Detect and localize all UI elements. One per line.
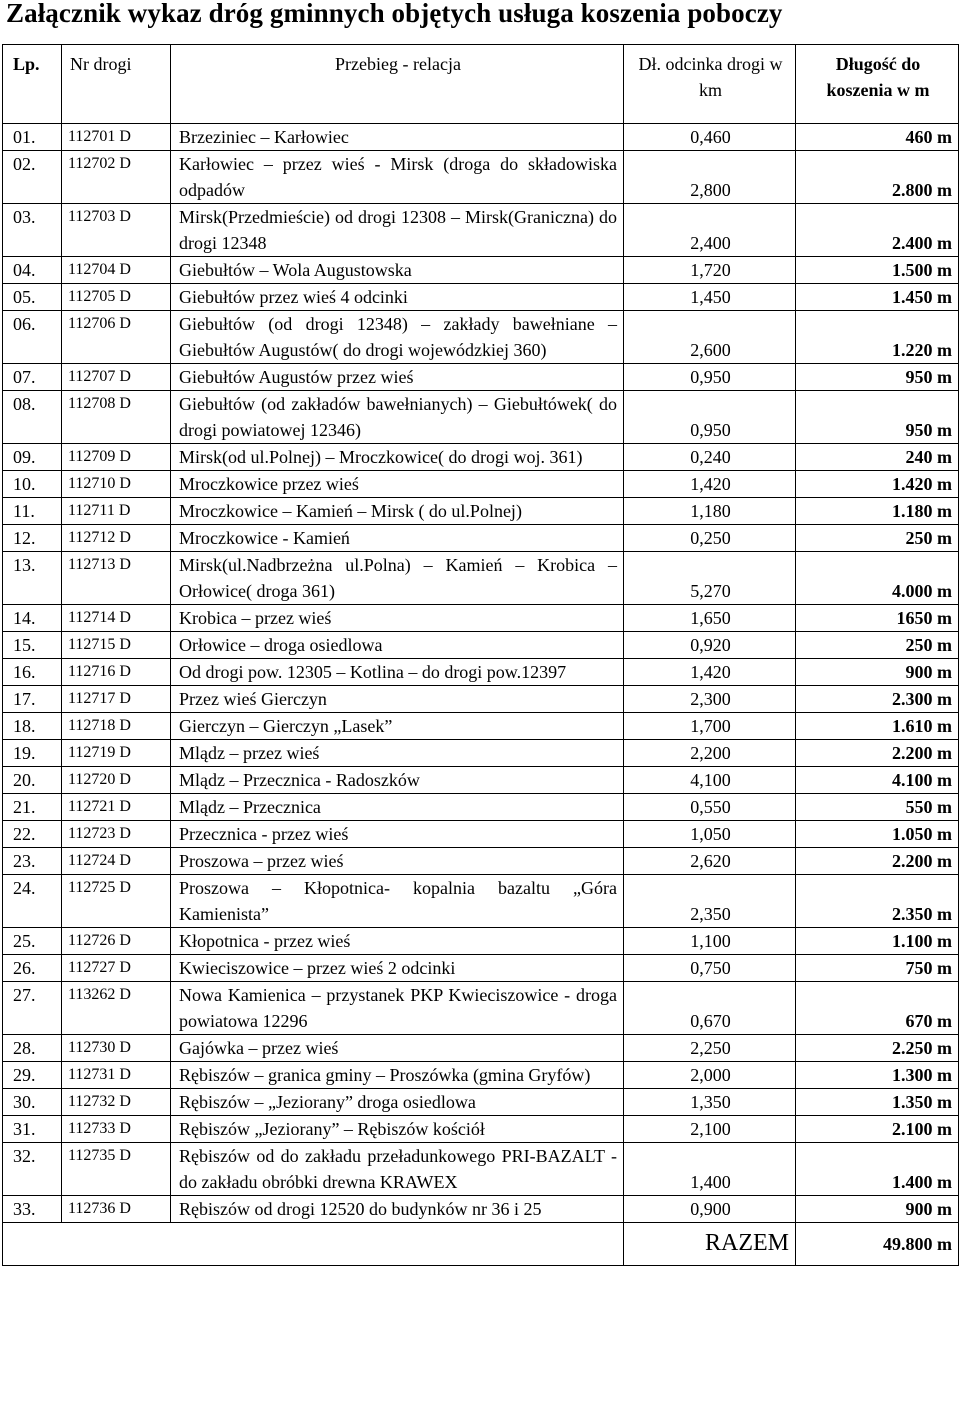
table-row [3, 1196, 959, 1223]
row-lp: 10. [3, 471, 62, 498]
row-mowing-length: 1.220 m [796, 311, 959, 364]
row-section-length: 0,240 [624, 444, 796, 471]
row-lp: 18. [3, 713, 62, 740]
row-route: Orłowice – droga osiedlowa [171, 632, 624, 659]
table-row [3, 794, 959, 821]
row-road-number: 112720 D [62, 767, 171, 794]
row-lp: 11. [3, 498, 62, 525]
table-row [3, 257, 959, 284]
row-lp: 17. [3, 686, 62, 713]
row-section-length: 0,900 [624, 1196, 796, 1223]
header-mowing-length-text: Długość do koszenia w m [826, 54, 930, 100]
row-section-length: 0,920 [624, 632, 796, 659]
row-lp: 07. [3, 364, 62, 391]
row-section-length: 1,650 [624, 605, 796, 632]
table-header-row [3, 45, 959, 124]
row-section-length: 0,250 [624, 525, 796, 552]
row-lp: 22. [3, 821, 62, 848]
row-road-number: 112702 D [62, 151, 171, 204]
table-row [3, 821, 959, 848]
table-row [3, 848, 959, 875]
row-section-length: 0,460 [624, 124, 796, 151]
row-mowing-length: 240 m [796, 444, 959, 471]
table-row [3, 1035, 959, 1062]
row-mowing-length: 2.400 m [796, 204, 959, 257]
row-road-number: 112706 D [62, 311, 171, 364]
row-route: Rębiszów – „Jeziorany” droga osiedlowa [171, 1089, 624, 1116]
row-section-length: 0,670 [624, 982, 796, 1035]
row-route: Giebułtów Augustów przez wieś [171, 364, 624, 391]
row-road-number: 112725 D [62, 875, 171, 928]
row-road-number: 112730 D [62, 1035, 171, 1062]
row-mowing-length: 1.180 m [796, 498, 959, 525]
table-row [3, 444, 959, 471]
table-row [3, 955, 959, 982]
row-section-length: 0,950 [624, 364, 796, 391]
row-route: Gierczyn – Gierczyn „Lasek” [171, 713, 624, 740]
table-row [3, 311, 959, 364]
row-road-number: 112735 D [62, 1143, 171, 1196]
row-route: Mirsk(ul.Nadbrzeżna ul.Polna) – Kamień – Krobica – Orłowice( droga 361) [171, 552, 624, 605]
row-route: Od drogi pow. 12305 – Kotlina – do drogi pow.12397 [171, 659, 624, 686]
row-mowing-length: 250 m [796, 525, 959, 552]
row-lp: 25. [3, 928, 62, 955]
row-mowing-length: 1.050 m [796, 821, 959, 848]
row-road-number: 112710 D [62, 471, 171, 498]
row-road-number: 112727 D [62, 955, 171, 982]
row-mowing-length: 1.100 m [796, 928, 959, 955]
row-road-number: 112732 D [62, 1089, 171, 1116]
row-mowing-length: 900 m [796, 659, 959, 686]
row-section-length: 4,100 [624, 767, 796, 794]
header-lp: Lp. [3, 45, 62, 124]
header-road-number: Nr drogi [62, 45, 171, 124]
row-road-number: 112708 D [62, 391, 171, 444]
row-road-number: 112716 D [62, 659, 171, 686]
row-mowing-length: 900 m [796, 1196, 959, 1223]
row-mowing-length: 4.000 m [796, 552, 959, 605]
row-section-length: 5,270 [624, 552, 796, 605]
row-mowing-length: 950 m [796, 364, 959, 391]
row-route: Mroczkowice przez wieś [171, 471, 624, 498]
row-route: Rębiszów – granica gminy – Proszówka (gmina Gryfów) [171, 1062, 624, 1089]
row-lp: 04. [3, 257, 62, 284]
row-lp: 03. [3, 204, 62, 257]
row-route: Mroczkowice – Kamień – Mirsk ( do ul.Polnej) [171, 498, 624, 525]
row-mowing-length: 1.500 m [796, 257, 959, 284]
row-route: Giebułtów przez wieś 4 odcinki [171, 284, 624, 311]
table-row [3, 928, 959, 955]
table-row [3, 204, 959, 257]
row-route: Giebułtów (od drogi 12348) – zakłady bawełniane – Giebułtów Augustów( do drogi wojewódzkiej 360) [171, 311, 624, 364]
row-route: Rębiszów od do zakładu przeładunkowego PRI-BAZALT - do zakładu obróbki drewna KRAWEX [171, 1143, 624, 1196]
row-section-length: 1,050 [624, 821, 796, 848]
row-route: Nowa Kamienica – przystanek PKP Kwieciszowice - droga powiatowa 12296 [171, 982, 624, 1035]
table-row [3, 740, 959, 767]
row-mowing-length: 2.200 m [796, 740, 959, 767]
table-row [3, 364, 959, 391]
row-lp: 05. [3, 284, 62, 311]
row-lp: 23. [3, 848, 62, 875]
row-lp: 30. [3, 1089, 62, 1116]
summary-label: RAZEM [624, 1223, 796, 1266]
row-road-number: 112713 D [62, 552, 171, 605]
row-section-length: 1,100 [624, 928, 796, 955]
table-row [3, 982, 959, 1035]
table-row [3, 686, 959, 713]
table-row [3, 875, 959, 928]
row-route: Mroczkowice - Kamień [171, 525, 624, 552]
row-lp: 31. [3, 1116, 62, 1143]
row-route: Przez wieś Gierczyn [171, 686, 624, 713]
row-route: Brzeziniec – Karłowiec [171, 124, 624, 151]
row-road-number: 112712 D [62, 525, 171, 552]
table-row [3, 124, 959, 151]
row-route: Karłowiec – przez wieś - Mirsk (droga do składowiska odpadów [171, 151, 624, 204]
row-section-length: 2,250 [624, 1035, 796, 1062]
table-row [3, 632, 959, 659]
row-lp: 20. [3, 767, 62, 794]
table-row [3, 1062, 959, 1089]
row-lp: 21. [3, 794, 62, 821]
row-mowing-length: 1.450 m [796, 284, 959, 311]
row-section-length: 1,400 [624, 1143, 796, 1196]
row-route: Proszowa – Kłopotnica- kopalnia bazaltu „Góra Kamienista” [171, 875, 624, 928]
row-mowing-length: 1.610 m [796, 713, 959, 740]
row-mowing-length: 550 m [796, 794, 959, 821]
row-route: Krobica – przez wieś [171, 605, 624, 632]
header-section-length [624, 45, 796, 124]
row-lp: 02. [3, 151, 62, 204]
roads-table [2, 44, 959, 1266]
row-mowing-length: 2.250 m [796, 1035, 959, 1062]
summary-row [3, 1223, 959, 1266]
row-section-length: 2,400 [624, 204, 796, 257]
table-row [3, 767, 959, 794]
row-road-number: 112701 D [62, 124, 171, 151]
row-road-number: 112719 D [62, 740, 171, 767]
row-road-number: 112717 D [62, 686, 171, 713]
row-lp: 08. [3, 391, 62, 444]
summary-blank [3, 1223, 624, 1266]
row-road-number: 112723 D [62, 821, 171, 848]
header-section-length-text: Dł. odcinka drogi w km [638, 54, 783, 100]
row-mowing-length: 1.420 m [796, 471, 959, 498]
row-lp: 33. [3, 1196, 62, 1223]
row-route: Gajówka – przez wieś [171, 1035, 624, 1062]
row-section-length: 2,800 [624, 151, 796, 204]
table-row [3, 1089, 959, 1116]
row-mowing-length: 1.400 m [796, 1143, 959, 1196]
row-mowing-length: 460 m [796, 124, 959, 151]
row-road-number: 112709 D [62, 444, 171, 471]
row-lp: 14. [3, 605, 62, 632]
row-road-number: 112718 D [62, 713, 171, 740]
row-section-length: 1,700 [624, 713, 796, 740]
row-road-number: 112711 D [62, 498, 171, 525]
row-lp: 06. [3, 311, 62, 364]
row-mowing-length: 1650 m [796, 605, 959, 632]
header-mowing-length [796, 45, 959, 124]
row-lp: 26. [3, 955, 62, 982]
row-route: Mirsk(Przedmieście) od drogi 12308 – Mirsk(Graniczna) do drogi 12348 [171, 204, 624, 257]
table-row [3, 391, 959, 444]
table-row [3, 659, 959, 686]
row-section-length: 1,420 [624, 471, 796, 498]
page-title: Załącznik wykaz dróg gminnych objętych usługa koszenia poboczy [6, 0, 783, 28]
row-road-number: 112724 D [62, 848, 171, 875]
row-lp: 27. [3, 982, 62, 1035]
row-route: Rębiszów „Jeziorany” – Rębiszów kościół [171, 1116, 624, 1143]
row-mowing-length: 4.100 m [796, 767, 959, 794]
row-road-number: 112707 D [62, 364, 171, 391]
row-mowing-length: 2.300 m [796, 686, 959, 713]
row-section-length: 2,620 [624, 848, 796, 875]
table-row [3, 713, 959, 740]
row-route: Mlądz – Przecznica [171, 794, 624, 821]
row-route: Giebułtów – Wola Augustowska [171, 257, 624, 284]
table-row [3, 1143, 959, 1196]
row-section-length: 2,300 [624, 686, 796, 713]
row-lp: 13. [3, 552, 62, 605]
row-mowing-length: 750 m [796, 955, 959, 982]
row-section-length: 1,420 [624, 659, 796, 686]
row-mowing-length: 1.300 m [796, 1062, 959, 1089]
row-road-number: 113262 D [62, 982, 171, 1035]
row-mowing-length: 1.350 m [796, 1089, 959, 1116]
row-section-length: 1,720 [624, 257, 796, 284]
row-road-number: 112715 D [62, 632, 171, 659]
row-section-length: 2,200 [624, 740, 796, 767]
row-lp: 16. [3, 659, 62, 686]
table-row [3, 605, 959, 632]
row-section-length: 2,000 [624, 1062, 796, 1089]
row-mowing-length: 2.350 m [796, 875, 959, 928]
row-lp: 19. [3, 740, 62, 767]
summary-total: 49.800 m [796, 1223, 959, 1266]
row-road-number: 112726 D [62, 928, 171, 955]
row-lp: 15. [3, 632, 62, 659]
row-road-number: 112731 D [62, 1062, 171, 1089]
row-route: Rębiszów od drogi 12520 do budynków nr 36 i 25 [171, 1196, 624, 1223]
row-lp: 29. [3, 1062, 62, 1089]
row-mowing-length: 950 m [796, 391, 959, 444]
row-road-number: 112721 D [62, 794, 171, 821]
row-lp: 12. [3, 525, 62, 552]
row-route: Przecznica - przez wieś [171, 821, 624, 848]
row-road-number: 112704 D [62, 257, 171, 284]
row-route: Giebułtów (od zakładów bawełnianych) – Giebułtówek( do drogi powiatowej 12346) [171, 391, 624, 444]
row-section-length: 2,350 [624, 875, 796, 928]
table-row [3, 1116, 959, 1143]
row-section-length: 1,450 [624, 284, 796, 311]
row-section-length: 0,750 [624, 955, 796, 982]
row-route: Kłopotnica - przez wieś [171, 928, 624, 955]
row-road-number: 112736 D [62, 1196, 171, 1223]
row-section-length: 0,950 [624, 391, 796, 444]
row-mowing-length: 2.100 m [796, 1116, 959, 1143]
table-row [3, 552, 959, 605]
row-section-length: 0,550 [624, 794, 796, 821]
row-section-length: 1,350 [624, 1089, 796, 1116]
row-route: Mlądz – Przecznica - Radoszków [171, 767, 624, 794]
table-row [3, 151, 959, 204]
row-mowing-length: 670 m [796, 982, 959, 1035]
row-route: Mlądz – przez wieś [171, 740, 624, 767]
row-route: Kwieciszowice – przez wieś 2 odcinki [171, 955, 624, 982]
row-route: Proszowa – przez wieś [171, 848, 624, 875]
table-row [3, 498, 959, 525]
row-section-length: 2,600 [624, 311, 796, 364]
row-mowing-length: 250 m [796, 632, 959, 659]
row-lp: 09. [3, 444, 62, 471]
row-lp: 28. [3, 1035, 62, 1062]
row-mowing-length: 2.200 m [796, 848, 959, 875]
header-route: Przebieg - relacja [171, 45, 624, 124]
row-lp: 24. [3, 875, 62, 928]
row-mowing-length: 2.800 m [796, 151, 959, 204]
table-row [3, 284, 959, 311]
table-row [3, 471, 959, 498]
row-road-number: 112733 D [62, 1116, 171, 1143]
table-row [3, 525, 959, 552]
table-body [3, 124, 959, 1223]
row-road-number: 112714 D [62, 605, 171, 632]
row-section-length: 2,100 [624, 1116, 796, 1143]
row-lp: 01. [3, 124, 62, 151]
row-lp: 32. [3, 1143, 62, 1196]
row-road-number: 112705 D [62, 284, 171, 311]
row-section-length: 1,180 [624, 498, 796, 525]
row-road-number: 112703 D [62, 204, 171, 257]
row-route: Mirsk(od ul.Polnej) – Mroczkowice( do drogi woj. 361) [171, 444, 624, 471]
